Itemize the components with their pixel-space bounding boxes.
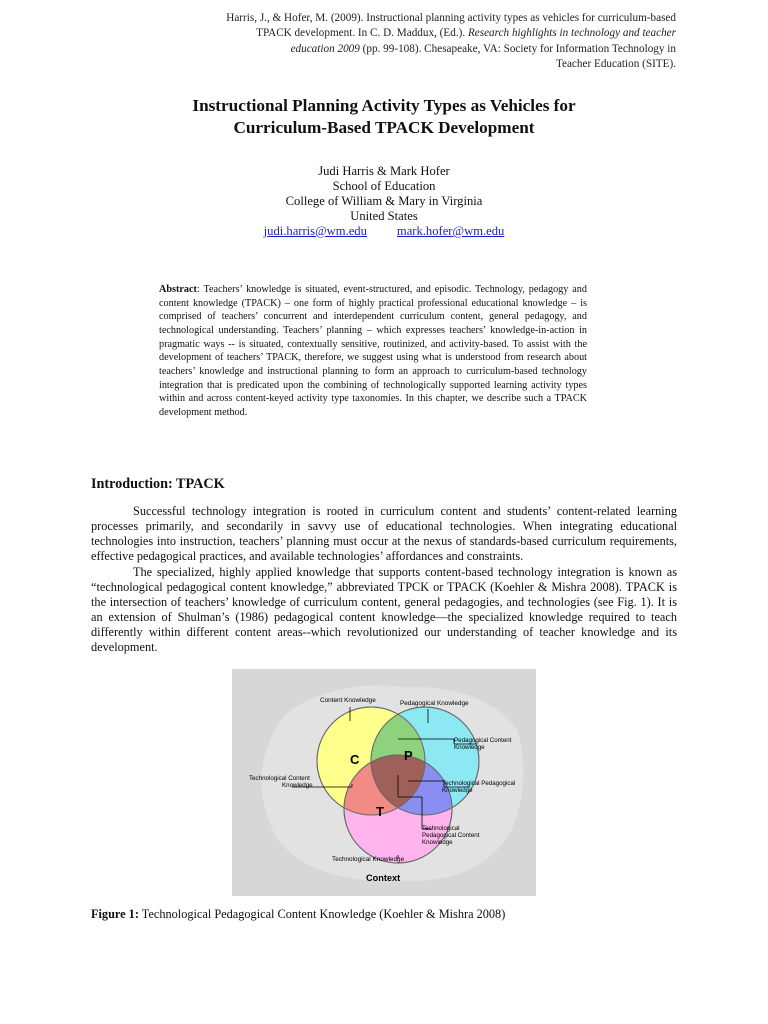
pck-label-2: Knowledge (454, 744, 485, 751)
figure-caption (91, 907, 505, 922)
abstract-label: Abstract (159, 284, 197, 295)
author-names: Judi Harris & Mark Hofer (318, 164, 450, 178)
tpack-label-2: Pedagogical Content (422, 832, 480, 839)
body-text (91, 504, 677, 656)
paper-title (0, 95, 768, 138)
abstract (159, 283, 587, 420)
pedagogical-knowledge-label: Pedagogical Knowledge (400, 700, 469, 707)
title-line-2: Curriculum-Based TPACK Development (233, 117, 535, 137)
citation-line-4: Teacher Education (SITE). (555, 58, 676, 71)
tpack-label-1: Technological (422, 825, 460, 832)
author-school: School of Education (332, 179, 436, 193)
technological-knowledge-label: Technological Knowledge (332, 856, 405, 863)
paragraph-2: The specialized, highly applied knowledge that supports content-based technology integration is known as “technological pedagogical content knowledge,” abbreviated TPCK or TPACK (Koehler & Mishra 2008). TPACK is the intersection of teachers’ knowledge of curriculum content, general pedagogies, and technologies (see Fig. 1). It is an extension of Shulman’s (1986) pedagogical content knowledge—the specialized knowledge required to teach differently within different content areas--which revolutionized our understanding of teacher knowledge and its development. (91, 564, 677, 655)
abstract-text: : Teachers’ knowledge is situated, event-structured, and episodic. Technology, pedagogy and content knowledge (TPACK) – one form of highly practical professional educational knowledge – is comprised of teachers’ concurrent and interdependent curriculum content, general pedagogy, and technological understanding. Teachers’ planning – which expresses teachers’ knowledge-in-action in pragmatic ways -- is situated, contextually sensitive, routinized, and activity-based. To assist with the development of teachers’ TPACK, therefore, we suggest using what is understood from research about teachers’ knowledge and instructional planning to form an approach to curriculum-based technology integration that is predicated upon the combining of technologically supported learning activity types within and across content-keyed activity type taxonomies. In this chapter, we describe such a TPACK development method. (159, 284, 587, 418)
author-emails (0, 224, 768, 239)
tpk-label-2: Knowledge (442, 787, 473, 794)
tck-label-2: Knowledge (282, 782, 313, 789)
context-label: Context (366, 873, 401, 883)
tpk-label-1: Technological Pedagogical (442, 780, 516, 787)
author-country: United States (350, 209, 418, 223)
email-link-hofer[interactable]: mark.hofer@wm.edu (396, 224, 505, 238)
citation-line-3 (156, 42, 676, 57)
letter-c: C (350, 752, 360, 767)
caption-label: Figure 1: (91, 907, 139, 921)
citation-line-3-plain: (pp. 99-108). Chesapeake, VA: Society for Information Technology in (362, 42, 676, 55)
tpack-label-3: Knowledge (422, 839, 453, 846)
citation-line-1: Harris, J., & Hofer, M. (2009). Instructional planning activity types as vehicles for curriculum-based (226, 12, 676, 24)
pck-label-1: Pedagogical Content (454, 737, 512, 744)
citation-line-2 (156, 26, 676, 41)
citation-header (156, 11, 676, 73)
tck-label-1: Technological Content (249, 775, 310, 782)
section-heading: Introduction: TPACK (91, 476, 225, 492)
citation-line-2-italic: Research highlights in technology and teacher (467, 27, 676, 40)
email-link-harris[interactable]: judi.harris@wm.edu (263, 224, 367, 238)
letter-p: P (404, 748, 413, 763)
letter-t: T (376, 804, 384, 819)
citation-line-2-plain: TPACK development. In C. D. Maddux, (Ed.). (256, 27, 466, 40)
caption-text: Technological Pedagogical Content Knowledge (Koehler & Mishra 2008) (138, 907, 506, 921)
tpack-venn-figure (232, 669, 536, 896)
tpack-venn-diagram (232, 669, 536, 896)
paragraph-1: Successful technology integration is rooted in curriculum content and students’ content-related learning processes primarily, and secondarily in savvy use of educational technologies. When integrating educational technologies into instruction, teachers’ planning must occur at the nexus of standards-based curriculum requirements, effective pedagogical practices, and available technologies’ affordances and constraints. (91, 504, 677, 564)
author-college: College of William & Mary in Virginia (285, 194, 483, 208)
citation-line-3-italic: education 2009 (290, 42, 360, 55)
title-line-1: Instructional Planning Activity Types as Vehicles for (192, 96, 576, 115)
author-block (0, 164, 768, 239)
content-knowledge-label: Content Knowledge (320, 697, 376, 704)
